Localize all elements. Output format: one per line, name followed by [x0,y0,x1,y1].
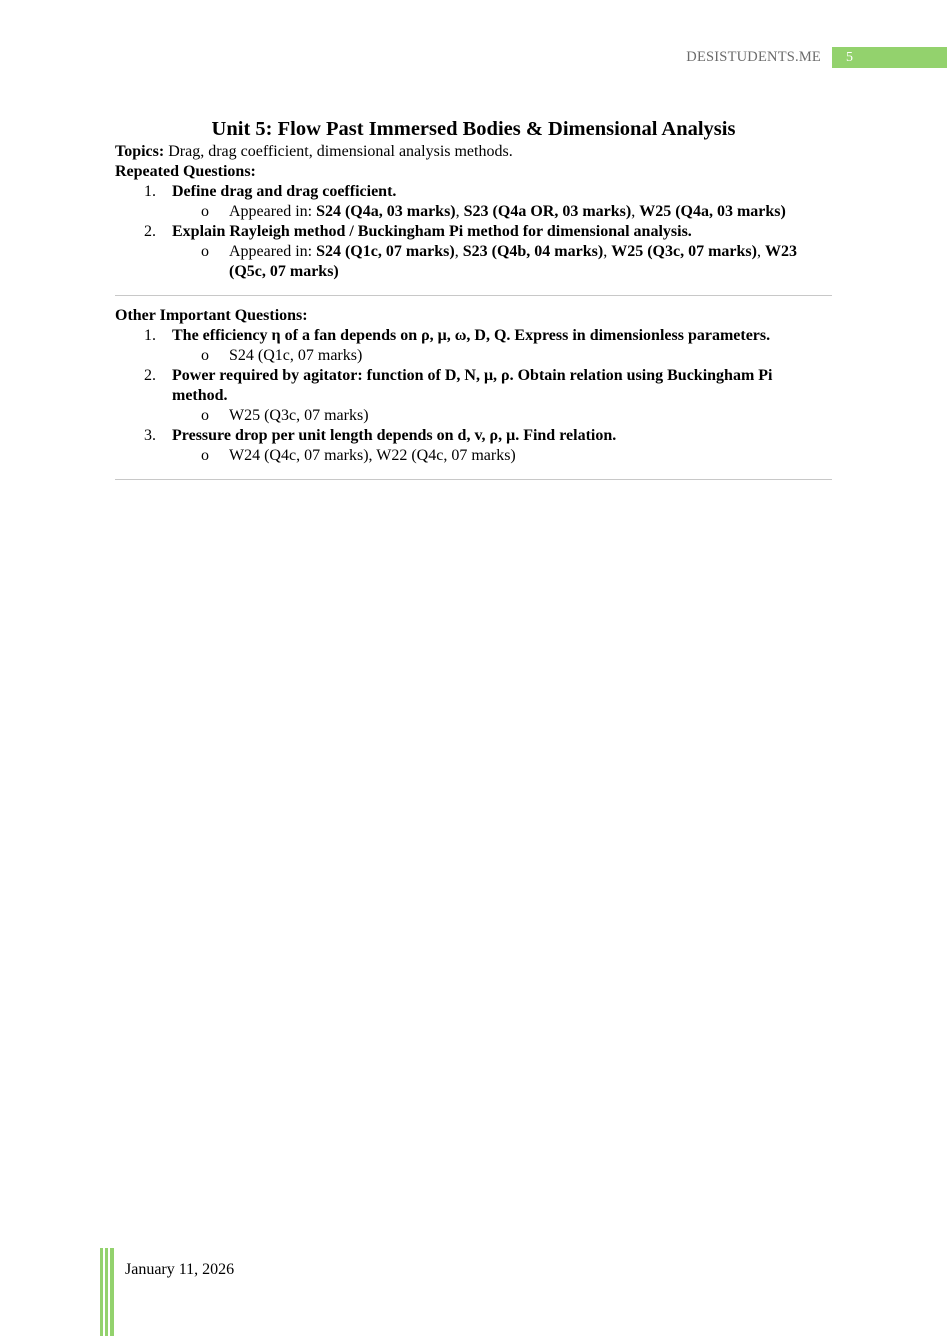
header-page-number: 5 [832,47,947,68]
repeated-question-2-text: Explain Rayleigh method / Buckingham Pi method for dimensional analysis. [172,223,692,240]
bullet-icon: o [201,243,209,260]
separator: , [756,243,765,260]
exam-ref: W23 (Q5c, 07 marks) [229,243,797,280]
other-item-1 [115,326,832,366]
footer-accent-bars [100,1248,116,1336]
topics-label: Topics: [115,143,165,160]
repeated-heading: Repeated Questions: [115,163,256,180]
repeated-appearances-2 [115,242,832,282]
other-ref-1 [115,346,832,366]
other-ref-1-text: S24 (Q1c, 07 marks) [229,347,363,364]
repeated-appearances-1 [115,202,832,222]
other-ref-3 [115,446,832,466]
repeated-question-1-text: Define drag and drag coefficient. [172,183,397,200]
other-question-2 [115,366,832,406]
other-ref-2 [115,406,832,426]
other-heading: Other Important Questions: [115,307,308,324]
footer-date: January 11, 2026 [125,1261,235,1278]
page-title: Unit 5: Flow Past Immersed Bodies & Dimensional Analysis [211,118,736,140]
other-number-2: 2. [144,367,156,384]
other-question-1-text: The efficiency η of a fan depends on ρ, μ, ω, D, Q. Express in dimensionless parameters. [172,327,771,344]
section-divider [115,295,832,296]
section-divider [115,479,832,480]
exam-ref: S23 (Q4a OR, 03 marks) [463,203,632,220]
repeated-question-2 [115,222,832,242]
appeared-prefix: Appeared in: [229,243,317,260]
exam-ref: W25 (Q4a, 03 marks) [639,203,786,220]
other-question-3-text: Pressure drop per unit length depends on d, v, ρ, μ. Find relation. [172,427,617,444]
exam-ref: W25 (Q3c, 07 marks) [611,243,757,260]
repeated-number-1: 1. [144,183,156,200]
repeated-item-2 [115,222,832,282]
other-question-2-text: Power required by agitator: function of D, N, μ, ρ. Obtain relation using Buckingham Pi method. [172,367,773,404]
other-list [115,326,832,466]
separator: , [455,203,464,220]
separator: , [603,243,612,260]
repeated-number-2: 2. [144,223,156,240]
bullet-icon: o [201,447,209,464]
page-content [115,116,832,490]
repeated-list [115,182,832,282]
repeated-item-1 [115,182,832,222]
repeated-question-1 [115,182,832,202]
appeared-prefix: Appeared in: [229,203,317,220]
separator: , [454,243,463,260]
exam-ref: S24 (Q4a, 03 marks) [316,203,456,220]
exam-ref: S23 (Q4b, 04 marks) [462,243,604,260]
footer-bar [105,1248,108,1336]
exam-ref: S24 (Q1c, 07 marks) [316,243,455,260]
footer-bar [100,1248,103,1336]
header-site-name: DESISTUDENTS.ME [686,49,821,65]
bullet-icon: o [201,347,209,364]
other-number-1: 1. [144,327,156,344]
other-question-3 [115,426,832,446]
other-number-3: 3. [144,427,156,444]
topics-line [115,142,832,162]
footer-bar [110,1248,114,1336]
other-question-1 [115,326,832,346]
bullet-icon: o [201,203,209,220]
separator: , [631,203,640,220]
other-item-2 [115,366,832,426]
bullet-icon: o [201,407,209,424]
other-item-3 [115,426,832,466]
other-ref-3-text: W24 (Q4c, 07 marks), W22 (Q4c, 07 marks) [229,447,516,464]
topics-text: Drag, drag coefficient, dimensional analysis methods. [164,143,513,160]
other-ref-2-text: W25 (Q3c, 07 marks) [229,407,369,424]
